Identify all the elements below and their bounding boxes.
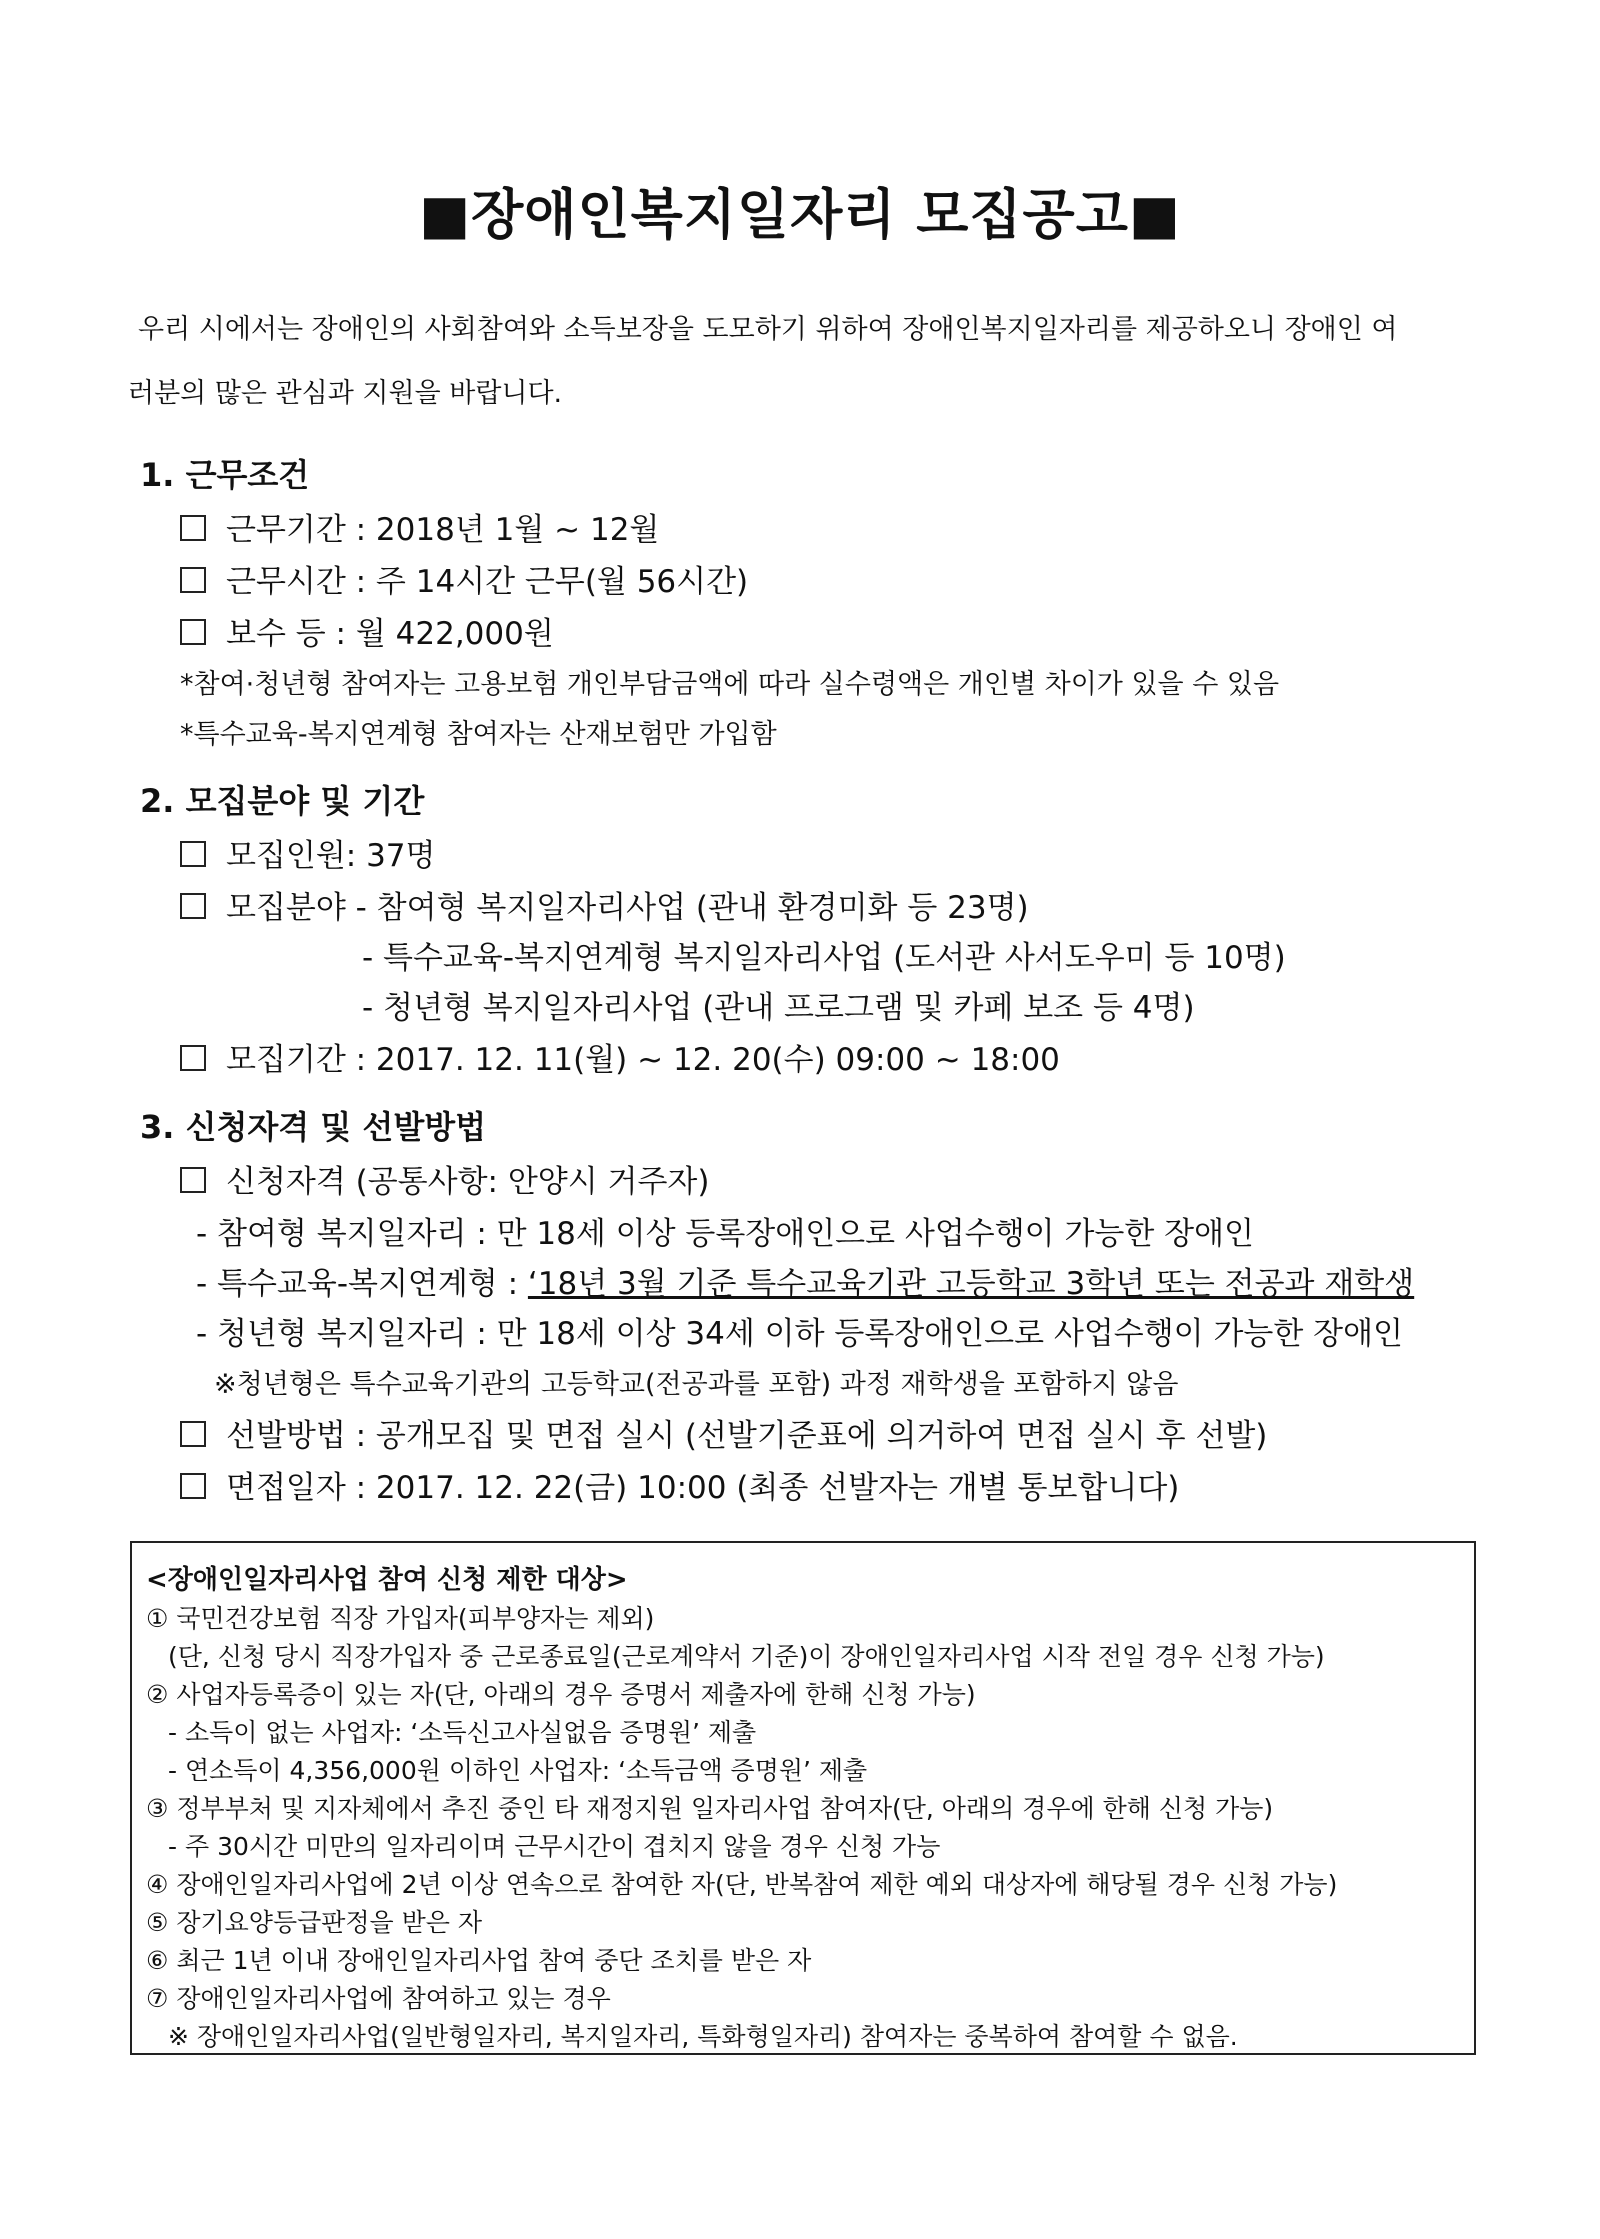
restriction-line: - 연소득이 4,356,000원 이하인 사업자: ‘소득금액 증명원’ 제출: [168, 1756, 868, 1785]
restriction-line: - 소득이 없는 사업자: ‘소득신고사실없음 증명원’ 제출: [168, 1718, 757, 1747]
restriction-line: ① 국민건강보험 직장 가입자(피부양자는 제외): [146, 1604, 655, 1633]
recruit-count-text: 모집인원: 37명: [226, 838, 436, 874]
intro-line-2: 러분의 많은 관심과 지원을 바랍니다.: [128, 378, 563, 409]
intro-line-1: 우리 시에서는 장애인의 사회참여와 소득보장을 도모하기 위하여 장애인복지일자리를 제공하오니 장애인 여: [138, 314, 1398, 345]
restriction-line: ⑦ 장애인일자리사업에 참여하고 있는 경우: [146, 1984, 611, 2013]
qualification-participation: - 참여형 복지일자리 : 만 18세 이상 등록장애인으로 사업수행이 가능한 장애인: [196, 1216, 1254, 1252]
checkbox-icon: [180, 567, 206, 593]
qualification-item: [180, 1156, 709, 1201]
recruit-field-text: 모집분야 - 참여형 복지일자리사업 (관내 환경미화 등 23명): [226, 890, 1029, 926]
checkbox-icon: [180, 619, 206, 645]
recruit-period-text: 모집기간 : 2017. 12. 11(월) ~ 12. 20(수) 09:00 ~ 18:00: [226, 1042, 1060, 1078]
restriction-line: ※ 장애인일자리사업(일반형일자리, 복지일자리, 특화형일자리) 참여자는 중복하여 참여할 수 없음.: [168, 2022, 1238, 2051]
restriction-line: ③ 정부부처 및 지자체에서 추진 중인 타 재정지원 일자리사업 참여자(단, 아래의 경우에 한해 신청 가능): [146, 1794, 1274, 1823]
interview-date-text: 면접일자 : 2017. 12. 22(금) 10:00 (최종 선발자는 개별 통보합니다): [226, 1470, 1180, 1506]
restriction-line: ⑥ 최근 1년 이내 장애인일자리사업 참여 중단 조치를 받은 자: [146, 1946, 812, 1975]
section-1-heading: 1. 근무조건: [140, 456, 310, 494]
pay-note-1: *참여·청년형 참여자는 고용보험 개인부담금액에 따라 실수령액은 개인별 차이가 있을 수 있음: [180, 669, 1280, 700]
checkbox-icon: [180, 515, 206, 541]
selection-method-item: [180, 1410, 1267, 1455]
checkbox-icon: [180, 1045, 206, 1071]
restrictions-heading: <장애인일자리사업 참여 신청 제한 대상>: [146, 1565, 628, 1595]
section-2-heading: 2. 모집분야 및 기간: [140, 782, 425, 820]
work-hours-item: [180, 556, 748, 601]
qualification-special-prefix: - 특수교육-복지연계형 :: [196, 1266, 528, 1302]
restriction-line: ④ 장애인일자리사업에 2년 이상 연속으로 참여한 자(단, 반복참여 제한 예외 대상자에 해당될 경우 신청 가능): [146, 1870, 1338, 1899]
checkbox-icon: [180, 1421, 206, 1447]
checkbox-icon: [180, 1167, 206, 1193]
restriction-line: ② 사업자등록증이 있는 자(단, 아래의 경우 증명서 제출자에 한해 신청 가능): [146, 1680, 976, 1709]
checkbox-icon: [180, 841, 206, 867]
section-3-heading: 3. 신청자격 및 선발방법: [140, 1108, 487, 1146]
checkbox-icon: [180, 893, 206, 919]
restriction-line: (단, 신청 당시 직장가입자 중 근로종료일(근로계약서 기준)이 장애인일자리사업 시작 전일 경우 신청 가능): [168, 1642, 1325, 1671]
page-title: ■장애인복지일자리 모집공고■: [419, 183, 1181, 246]
work-period-text: 근무기간 : 2018년 1월 ~ 12월: [226, 512, 660, 548]
recruit-field-item: [180, 882, 1029, 927]
recruit-count-item: [180, 830, 435, 875]
restriction-line: ⑤ 장기요양등급판정을 받은 자: [146, 1908, 483, 1937]
pay-text: 보수 등 : 월 422,000원: [226, 616, 554, 652]
interview-date-item: [180, 1462, 1179, 1507]
intro-paragraph: [128, 298, 1428, 426]
qualification-special-underlined: ‘18년 3월 기준 특수교육기관 고등학교 3학년 또는 전공과 재학생: [527, 1266, 1415, 1302]
selection-method-text: 선발방법 : 공개모집 및 면접 실시 (선발기준표에 의거하여 면접 실시 후 선발): [226, 1418, 1268, 1454]
restrictions-box: [130, 1541, 1476, 2055]
pay-note-2: *특수교육-복지연계형 참여자는 산재보험만 가입함: [180, 719, 777, 750]
recruit-field-2: - 특수교육-복지연계형 복지일자리사업 (도서관 사서도우미 등 10명): [362, 940, 1286, 976]
qualification-special-education: [196, 1258, 1414, 1303]
work-period-item: [180, 504, 659, 549]
recruit-field-3: - 청년형 복지일자리사업 (관내 프로그램 및 카페 보조 등 4명): [362, 990, 1195, 1026]
pay-item: [180, 608, 554, 653]
restriction-line: - 주 30시간 미만의 일자리이며 근무시간이 겹치지 않을 경우 신청 가능: [168, 1832, 941, 1861]
qualification-youth: - 청년형 복지일자리 : 만 18세 이상 34세 이하 등록장애인으로 사업수행이 가능한 장애인: [196, 1316, 1403, 1352]
qualification-youth-note: ※청년형은 특수교육기관의 고등학교(전공과를 포함) 과정 재학생을 포함하지 않음: [214, 1369, 1179, 1400]
recruit-period-item: [180, 1034, 1060, 1079]
work-hours-text: 근무시간 : 주 14시간 근무(월 56시간): [226, 564, 749, 600]
checkbox-icon: [180, 1473, 206, 1499]
qualification-text: 신청자격 (공통사항: 안양시 거주자): [226, 1164, 710, 1200]
